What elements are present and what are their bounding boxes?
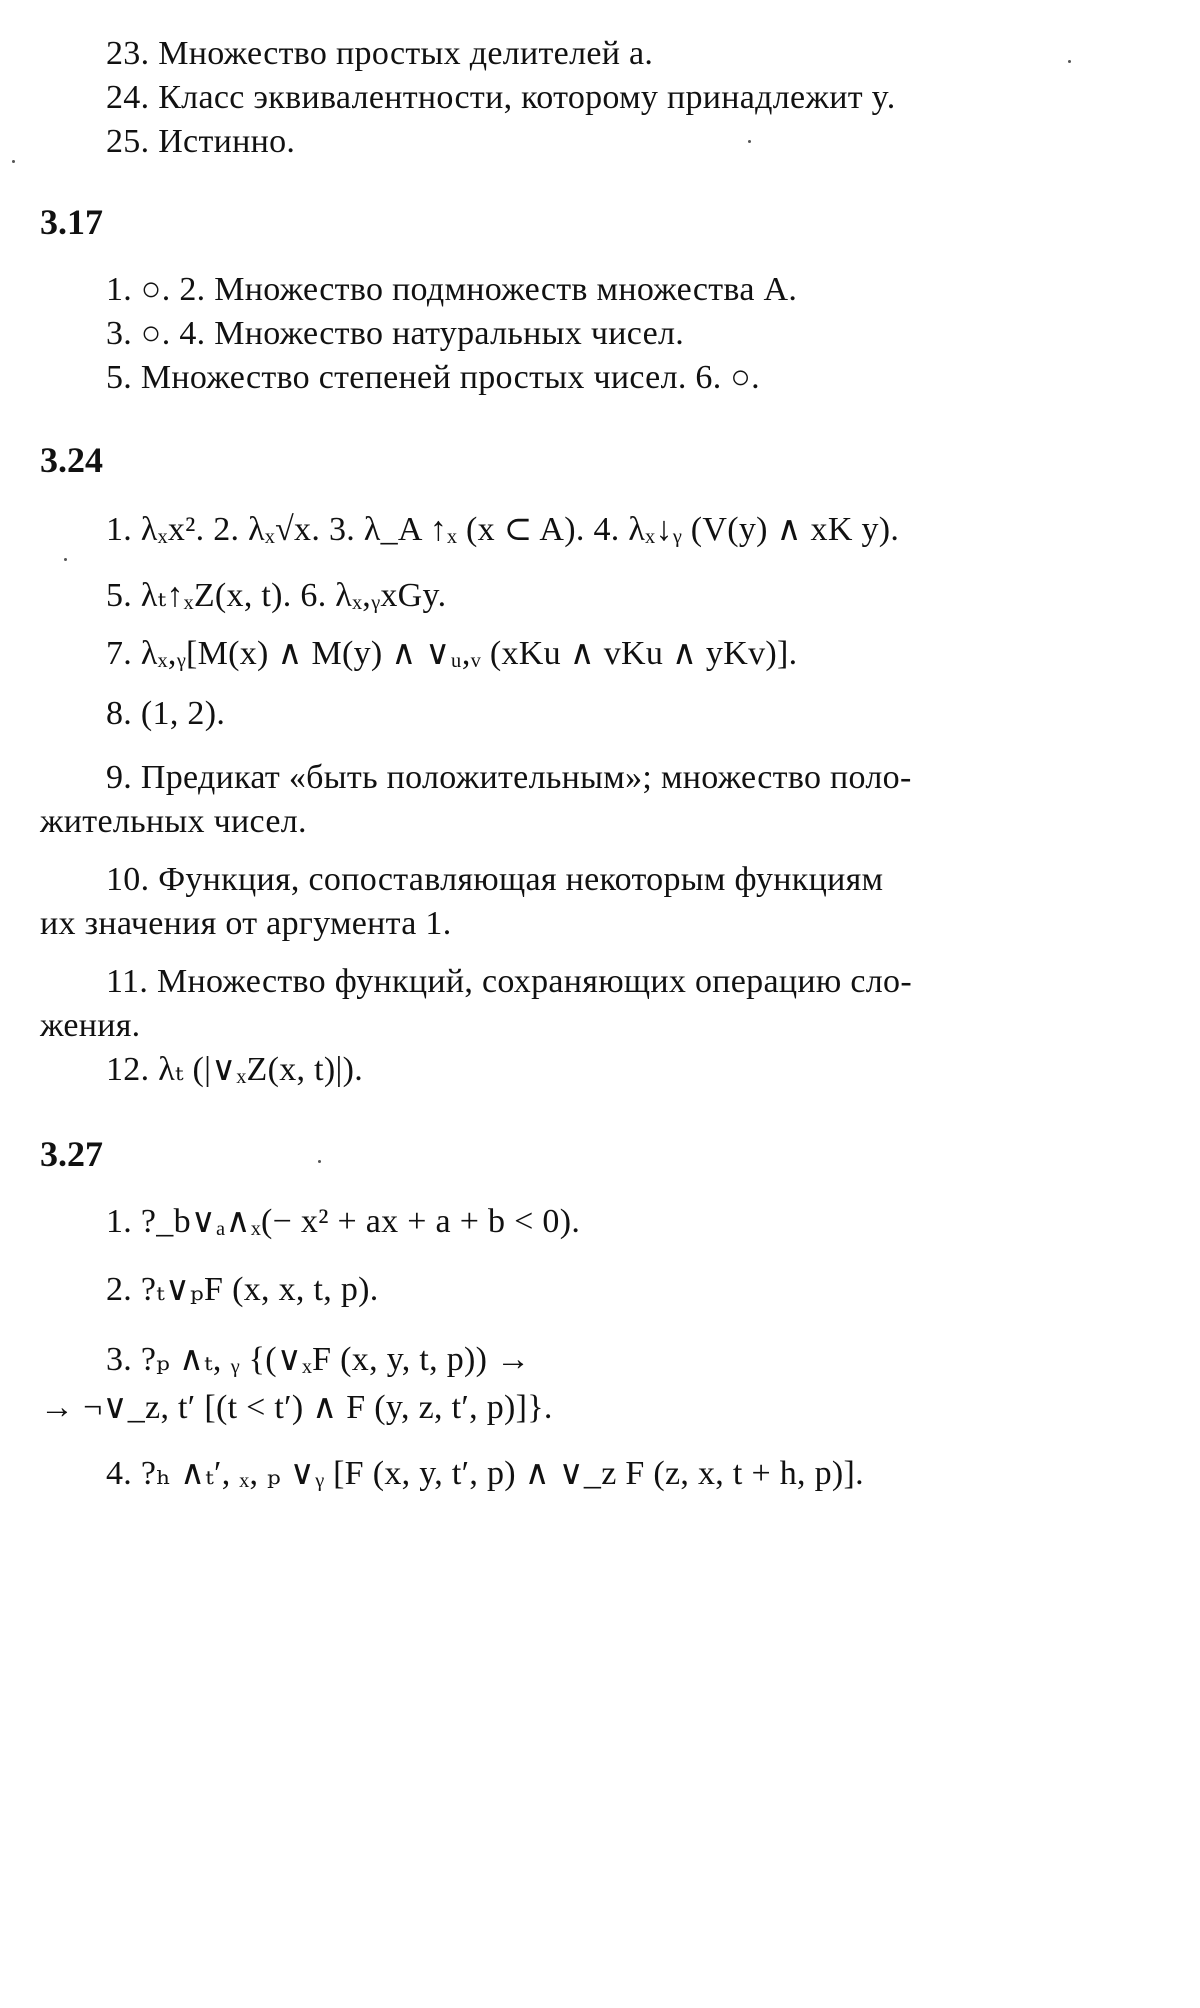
scan-speck — [748, 140, 751, 143]
answer-3-27-line-3a: 3. ?ₚ ∧ₜ, ᵧ {(∨ₓF (x, y, t, p)) → — [106, 1341, 531, 1378]
answer-3-27-line-2: 2. ?ₜ∨ₚF (x, x, t, p). — [106, 1271, 379, 1308]
answer-3-24-line-10b: их значения от аргумента 1. — [40, 905, 452, 942]
scan-speck — [318, 1160, 321, 1163]
answer-3-24-line-9a: 9. Предикат «быть положительным»; множество поло- — [106, 759, 912, 796]
heading-3-27: 3.27 — [40, 1134, 103, 1174]
scan-speck — [64, 558, 67, 561]
heading-3-17: 3.17 — [40, 202, 103, 242]
answer-3-24-line-5: 5. λₜ↑ₓZ(x, t). 6. λₓ,ᵧxGy. — [106, 577, 447, 614]
answer-3-24-line-11b: жения. — [40, 1007, 141, 1044]
answer-3-27-line-1: 1. ?_b∨ₐ∧ₓ(− x² + ax + a + b < 0). — [106, 1203, 581, 1240]
answer-3-24-line-9b: жительных чисел. — [40, 803, 307, 840]
scan-speck — [1068, 60, 1071, 63]
answer-3-17-line-2: 3. ○. 4. Множество натуральных чисел. — [106, 315, 685, 352]
answer-3-17-line-3: 5. Множество степеней простых чисел. 6. ○. — [106, 359, 760, 396]
answer-3-27-line-3b: → ¬∨_z, t′ [(t < t′) ∧ F (y, z, t′, p)]}. — [40, 1389, 553, 1426]
answer-3-24-line-7: 7. λₓ,ᵧ[M(x) ∧ M(y) ∧ ∨ᵤ,ᵥ (xKu ∧ vKu ∧ yKv)]. — [106, 635, 798, 672]
answer-3-17-line-1: 1. ○. 2. Множество подмножеств множества A. — [106, 271, 798, 308]
answer-3-24-line-1: 1. λₓx². 2. λₓ√x. 3. λ_A ↑ₓ (x ⊂ A). 4. λₓ↓ᵧ (V(y) ∧ xK y). — [106, 511, 900, 548]
answer-3-27-line-4: 4. ?ₕ ∧ₜ′, ₓ, ₚ ∨ᵧ [F (x, y, t′, p) ∧ ∨_z F (z, x, t + h, p)]. — [106, 1455, 864, 1492]
heading-3-24: 3.24 — [40, 440, 103, 480]
answer-3-24-line-8: 8. (1, 2). — [106, 695, 226, 732]
answer-3-24-line-11a: 11. Множество функций, сохраняющих операцию сло- — [106, 963, 912, 1000]
scan-speck — [12, 160, 15, 163]
answer-25: 25. Истинно. — [106, 123, 296, 160]
answer-23: 23. Множество простых делителей a. — [106, 35, 654, 72]
answer-3-24-line-10a: 10. Функция, сопоставляющая некоторым функциям — [106, 861, 884, 898]
answer-3-24-line-12: 12. λₜ (|∨ₓZ(x, t)|). — [106, 1051, 364, 1088]
answer-24: 24. Класс эквивалентности, которому принадлежит y. — [106, 79, 896, 116]
